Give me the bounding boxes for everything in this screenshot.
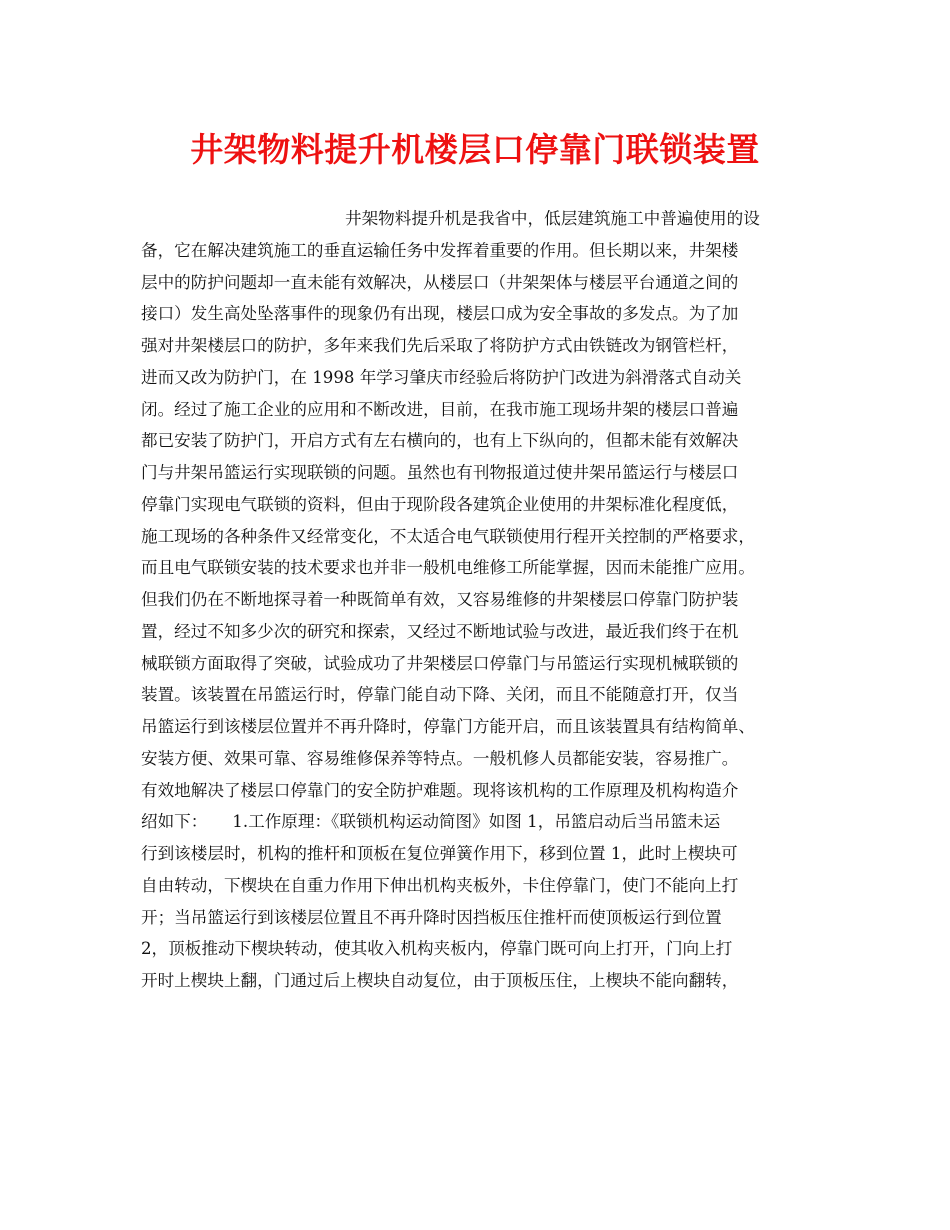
body-line: 开时上楔块上翻，门通过后上楔块自动复位，由于顶板压住，上楔块不能向翻转，: [141, 971, 739, 990]
body-line: 备，它在解决建筑施工的垂直运输任务中发挥着重要的作用。但长期以来，井架楼: [141, 240, 739, 260]
body-line: 自由转动，下楔块在自重力作用下伸出机构夹板外，卡住停靠门，使门不能向上打: [141, 875, 739, 895]
body-line: 吊篮运行到该楼层位置并不再升降时，停靠门方能开启，而且该装置具有结构简单、: [141, 717, 755, 736]
body-line: 进而又改为防护门，在 1998 年学习肇庆市经验后将防护门改进为斜滑落式自动关: [141, 367, 742, 387]
body-line: 安装方便、效果可靠、容易维修保养等特点。一般机修人员都能安装，容易推广。: [141, 748, 739, 768]
body-line: 有效地解决了楼层口停靠门的安全防护难题。现将该机构的工作原理及机构构造介: [141, 780, 739, 800]
body-line: 械联锁方面取得了突破，试验成功了井架楼层口停靠门与吊篮运行实现机械联锁的: [141, 653, 739, 673]
body-line: 停靠门实现电气联锁的资料，但由于现阶段各建筑企业使用的井架标准化程度低，: [141, 494, 739, 514]
document-title: 井架物料提升机楼层口停靠门联锁装置: [190, 130, 760, 169]
body-line: 井架物料提升机是我省中，低层建筑施工中普遍使用的设: [345, 209, 760, 228]
body-line: 接口）发生高处坠落事件的现象仍有出现，楼层口成为安全事故的多发点。为了加: [141, 304, 739, 324]
body-line: 开；当吊篮运行到该楼层位置且不再升降时因挡板压住推杆而使顶板运行到位置: [141, 907, 722, 927]
body-line: 而且电气联锁安装的技术要求也并非一般机电维修工所能掌握，因而未能推广应用。: [141, 558, 755, 578]
body-line: 施工现场的各种条件又经常变化，不太适合电气联锁使用行程开关控制的严格要求，: [141, 526, 755, 546]
body-line: 闭。经过了施工企业的应用和不断改进，目前，在我市施工现场井架的楼层口普遍: [141, 399, 739, 419]
body-line: 行到该楼层时，机构的推杆和顶板在复位弹簧作用下，移到位置 1，此时上楔块可: [141, 844, 738, 863]
body-line: 门与井架吊篮运行实现联锁的问题。虽然也有刊物报道过使井架吊篮运行与楼层口: [141, 463, 739, 482]
body-line: 都已安装了防护门，开启方式有左右横向的，也有上下纵向的，但都未能有效解决: [141, 431, 739, 451]
body-text: [141, 203, 813, 997]
body-line: 但我们仍在不断地探寻着一种既简单有效，又容易维修的井架楼层口停靠门防护装: [141, 590, 739, 609]
body-line: 置，经过不知多少次的研究和探索，又经过不断地试验与改进，最近我们终于在机: [141, 621, 739, 641]
body-line: 2，顶板推动下楔块转动，使其收入机构夹板内，停靠门既可向上打开，门向上打: [141, 939, 733, 959]
body-line: 强对井架楼层口的防护，多年来我们先后采取了将防护方式由铁链改为钢管栏杆，: [141, 336, 739, 355]
body-line: 绍如下： 1.工作原理：《联锁机构运动简图》如图 1，吊篮启动后当吊篮未运: [141, 812, 721, 832]
body-line: 层中的防护问题却一直未能有效解决，从楼层口（井架架体与楼层平台通道之间的: [141, 272, 739, 292]
body-line: 装置。该装置在吊篮运行时，停靠门能自动下降、关闭，而且不能随意打开，仅当: [141, 685, 739, 705]
